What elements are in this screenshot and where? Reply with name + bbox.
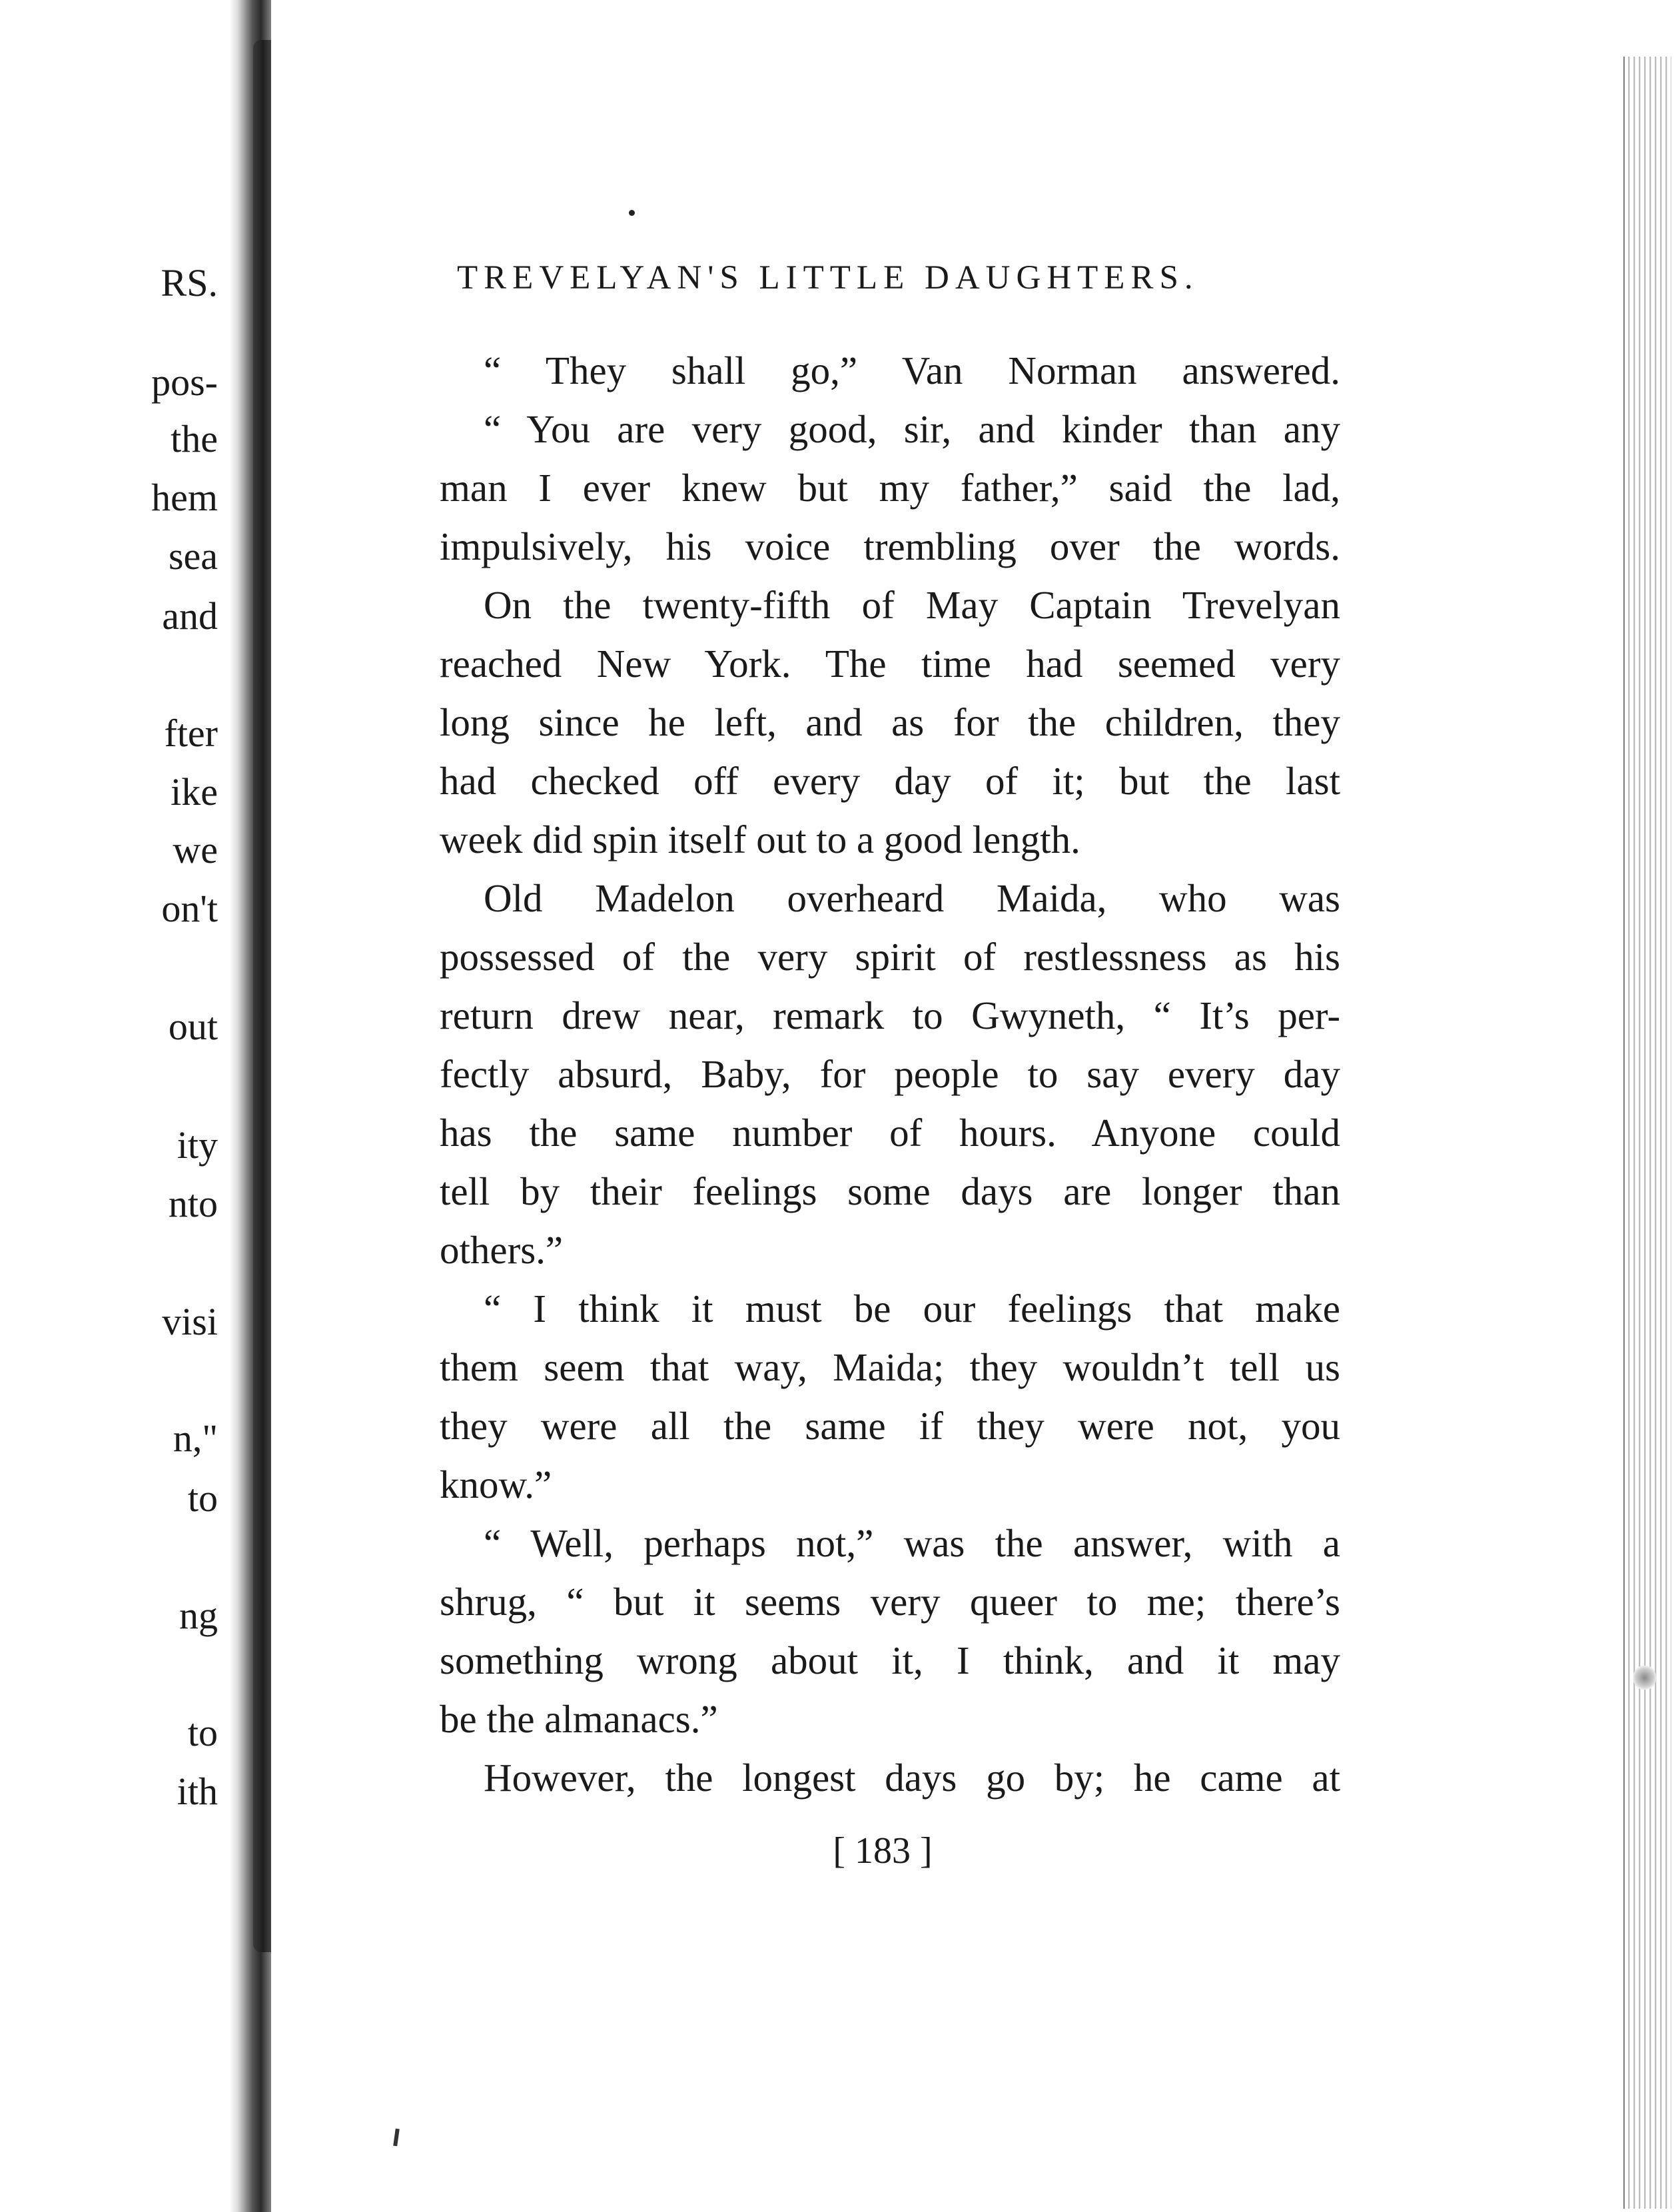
left-fragment-line: hem: [151, 476, 218, 519]
left-fragment-line: out: [168, 1005, 218, 1048]
left-fragment-line: the: [171, 417, 218, 460]
text-line: “ You are very good, sir, and kinder than any: [484, 407, 1340, 451]
left-fragment-line: nto: [168, 1182, 218, 1225]
ink-dot: [629, 210, 635, 216]
text-line: shrug, “ but it seems very queer to me; there’s: [440, 1580, 1340, 1624]
text-line: impulsively, his voice trembling over the words.: [440, 524, 1340, 568]
text-line: reached New York. The time had seemed very: [440, 642, 1340, 686]
text-line: On the twenty-fifth of May Captain Trevelyan: [484, 583, 1340, 627]
text-line: them seem that way, Maida; they wouldn’t tell us: [440, 1345, 1340, 1389]
left-fragment-line: visi: [162, 1300, 218, 1343]
left-fragment-line: fter: [164, 712, 218, 755]
text-line: they were all the same if they were not, you: [440, 1404, 1340, 1448]
body-text: [440, 341, 1340, 1807]
text-line: others.”: [440, 1228, 564, 1272]
left-fragment-line: and: [162, 594, 218, 638]
text-line: “ I think it must be our feelings that make: [484, 1287, 1340, 1331]
text-line: However, the longest days go by; he came at: [484, 1756, 1340, 1800]
left-fragment-line: ity: [177, 1123, 218, 1167]
left-fragment-line: RS.: [161, 261, 218, 304]
left-fragment-line: sea: [168, 534, 218, 578]
text-line: “ Well, perhaps not,” was the answer, with a: [484, 1521, 1340, 1565]
text-line: tell by their feelings some days are longer than: [440, 1169, 1340, 1213]
text-line: week did spin itself out to a good length.: [440, 818, 1080, 861]
text-line: Old Madelon overheard Maida, who was: [484, 876, 1340, 920]
left-fragment-line: ith: [177, 1770, 218, 1813]
running-head: TREVELYAN'S LITTLE DAUGHTERS.: [457, 259, 1199, 296]
text-line: man I ever knew but my father,” said the lad,: [440, 466, 1340, 510]
left-fragment-line: to: [187, 1711, 218, 1754]
book-spine-shadow: [253, 40, 273, 1952]
text-line: know.”: [440, 1462, 552, 1506]
text-line: has the same number of hours. Anyone could: [440, 1111, 1340, 1155]
left-fragment-line: ng: [179, 1594, 218, 1637]
text-line: had checked off every day of it; but the last: [440, 759, 1340, 803]
page-edge-blemish: [1633, 1666, 1656, 1690]
text-line: something wrong about it, I think, and it may: [440, 1638, 1340, 1682]
left-fragment-line: to: [187, 1476, 218, 1520]
text-line: possessed of the very spirit of restlessness as his: [440, 935, 1340, 979]
page-edge-stack: [1623, 57, 1671, 2209]
text-line: fectly absurd, Baby, for people to say every day: [440, 1052, 1340, 1096]
text-line: be the almanacs.”: [440, 1697, 718, 1741]
text-line: “ They shall go,” Van Norman answered.: [484, 348, 1340, 392]
left-fragment-line: ike: [171, 770, 218, 814]
left-fragment-line: we: [173, 828, 218, 871]
left-fragment-line: on't: [161, 887, 218, 930]
page-number: [ 183 ]: [833, 1830, 933, 1872]
text-line: return drew near, remark to Gwyneth, “ It’s per-: [440, 993, 1340, 1037]
text-line: long since he left, and as for the children, they: [440, 700, 1340, 744]
left-page-fragment: [0, 0, 230, 2212]
left-fragment-line: n,": [173, 1416, 218, 1460]
left-fragment-line: pos-: [151, 360, 218, 404]
